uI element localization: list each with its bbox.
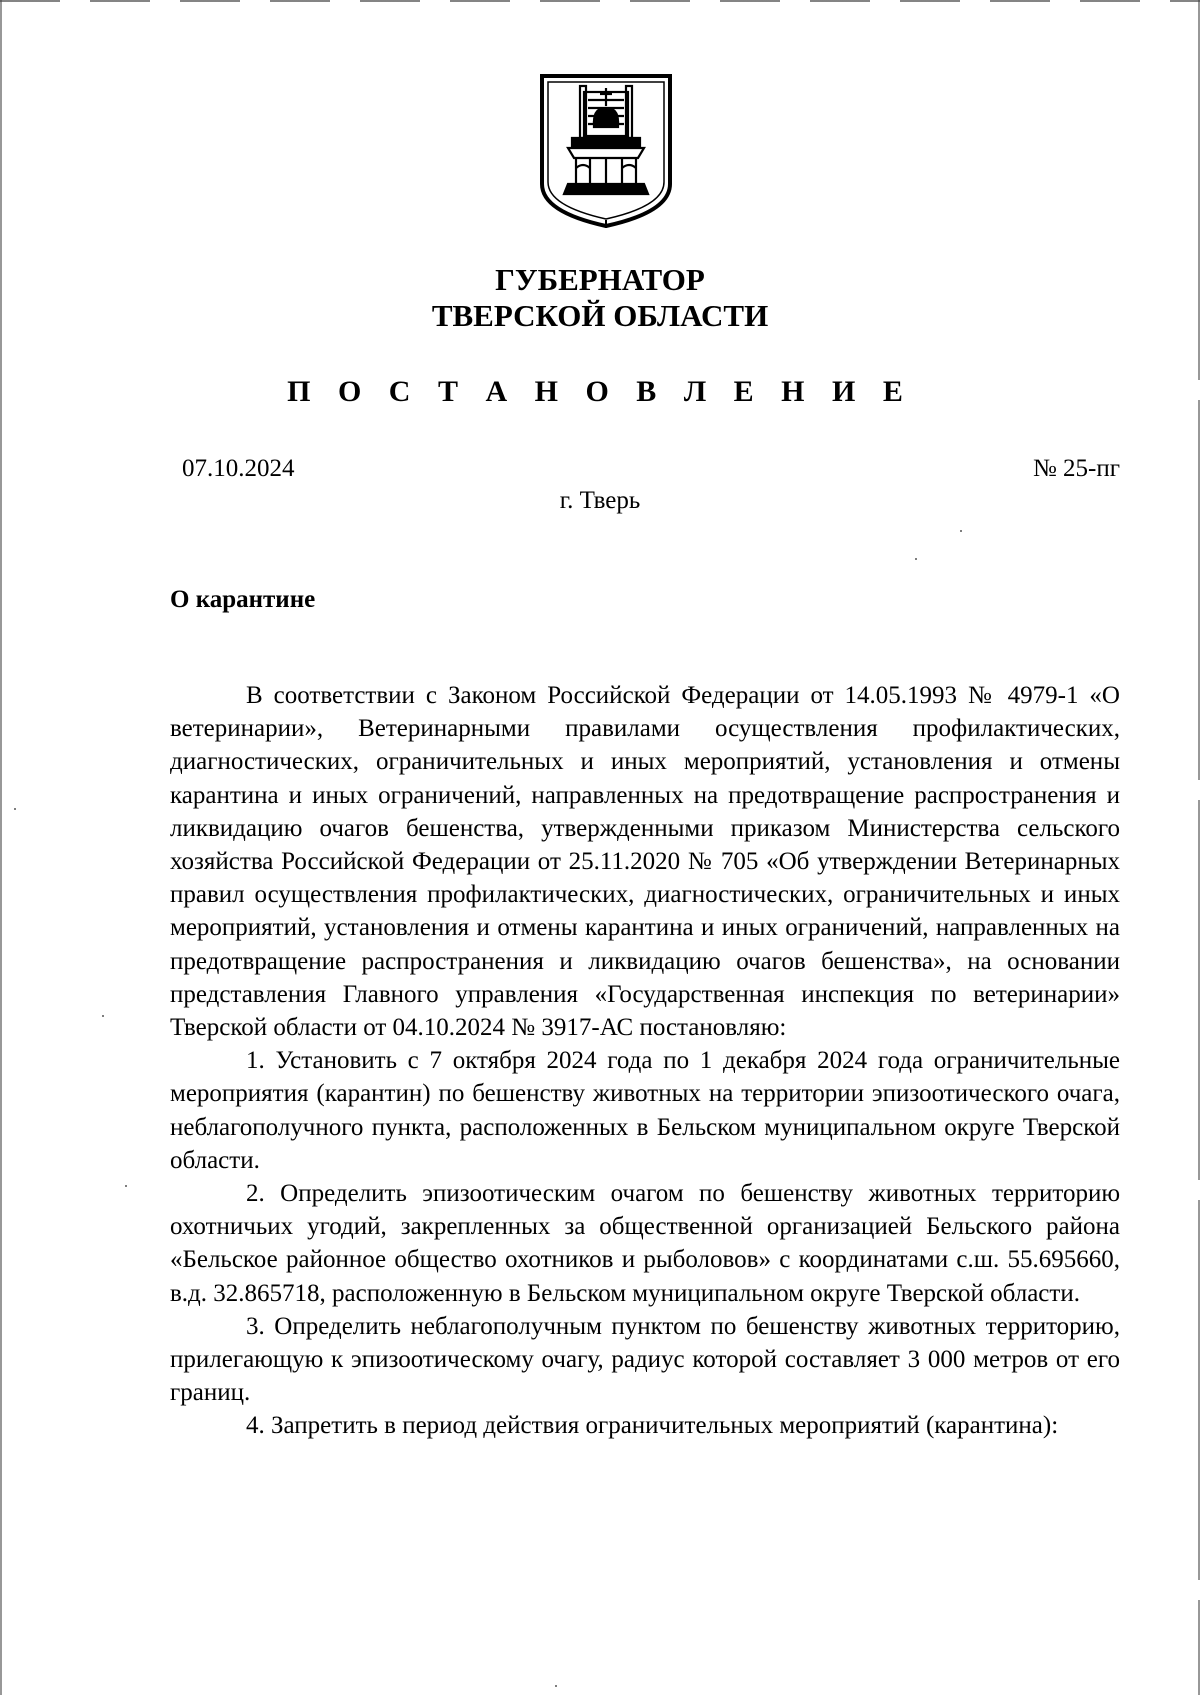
scan-speck	[915, 558, 917, 560]
scan-speck	[125, 1185, 127, 1187]
document-type: П О С Т А Н О В Л Е Н И Е	[287, 375, 913, 408]
document-body	[170, 679, 1120, 1443]
clause-3-paragraph: 3. Определить неблагополучным пунктом по бешенству животных территорию, прилегающую к эпизоотическому очагу, радиус которой составляет 3 000 метров от его границ.	[170, 1312, 1120, 1407]
document-number: № 25-пг	[1032, 455, 1120, 482]
coat-of-arms-icon	[538, 72, 674, 230]
authority-title: ГУБЕРНАТОР	[495, 262, 705, 297]
clause-1-paragraph: 1. Установить с 7 октября 2024 года по 1 декабря 2024 года ограничительные мероприятия (карантин) по бешенству животных на территории эпизоотического очага, неблагополучного пункта, расположенных в Бельском муниципальном округе Тверской области.	[170, 1047, 1120, 1174]
authority-region: ТВЕРСКОЙ ОБЛАСТИ	[431, 298, 769, 333]
scan-speck	[14, 808, 16, 810]
scan-speck	[960, 530, 962, 532]
clause-2-paragraph: 2. Определить эпизоотическим очагом по бешенству животных территорию охотничьих угодий, закрепленных за общественной организацией Бельского района «Бельское районное общество охотников и рыболовов» с координатами с.ш. 55.695660, в.д. 32.865718, расположенную в Бельском муниципальном округе Тверской области.	[170, 1180, 1120, 1307]
document-city: г. Тверь	[559, 487, 641, 514]
clause-4-paragraph: 4. Запретить в период действия ограничительных мероприятий (карантина):	[246, 1412, 1059, 1440]
scan-speck	[555, 1685, 557, 1687]
scan-edge-left	[0, 0, 2, 1695]
scan-edge-top	[0, 0, 1200, 2]
document-subject: О карантине	[170, 586, 316, 613]
preamble-paragraph: В соответствии с Законом Российской Федерации от 14.05.1993 № 4979-1 «О ветеринарии», Ветеринарными правилами осуществления профилактических, диагностических, ограничительных и иных мероприятий, установления и отмены карантина и иных ограничений, направленных на предотвращение распространения и ликвидацию очагов бешенства, утвержденными приказом Министерства сельского хозяйства Российской Федерации от 25.11.2020 № 705 «Об утверждении Ветеринарных правил осуществления профилактических, диагностических, ограничительных и иных мероприятий, установления и отмены карантина и иных ограничений, направленных на предотвращение распространения и ликвидацию очагов бешенства», на основании представления Главного управления «Государственная инспекция по ветеринарии» Тверской области от 04.10.2024 № 3917-АС постановляю:	[170, 682, 1120, 1042]
scan-speck	[102, 1015, 104, 1017]
document-date: 07.10.2024	[182, 455, 295, 482]
